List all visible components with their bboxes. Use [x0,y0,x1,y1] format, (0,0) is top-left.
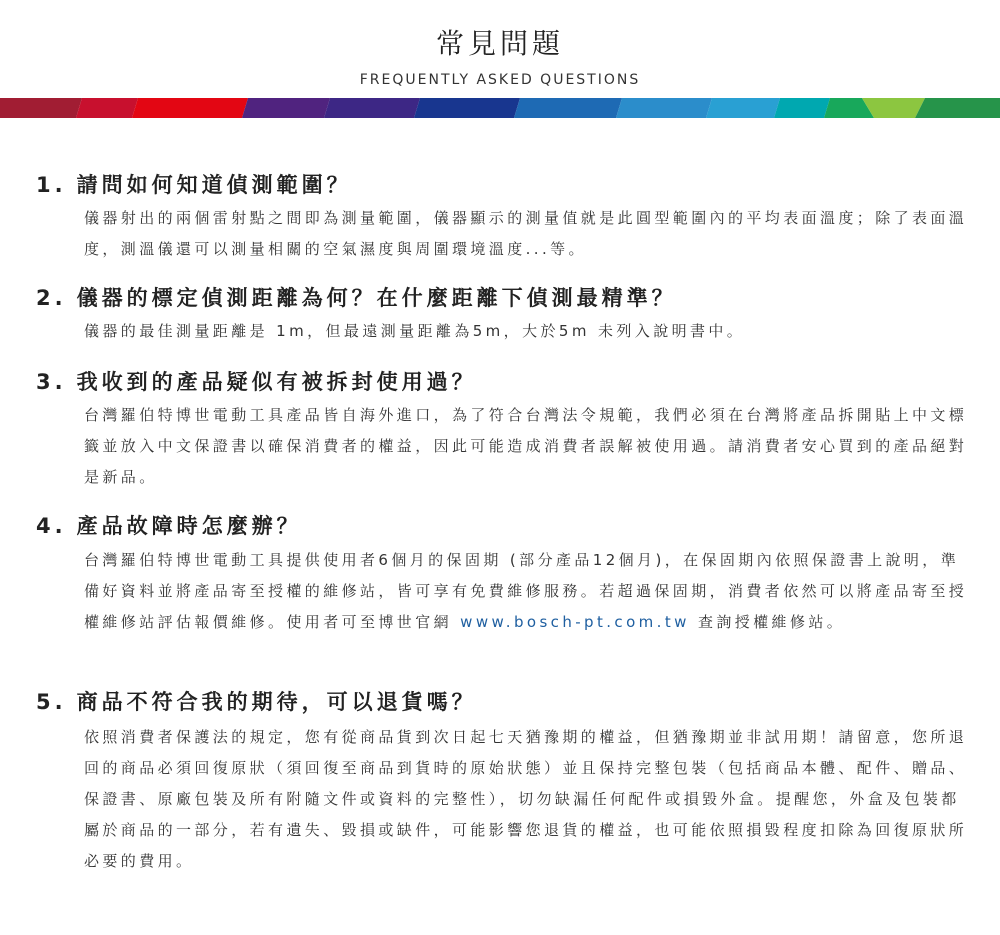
color-band-2 [76,98,138,118]
faq-number: 1. [36,173,67,197]
color-band-10 [774,98,830,118]
faq-question-text: 產品故障時怎麼辦？ [76,514,302,538]
brand-color-bar [0,98,1000,118]
faq-answer-3: 台灣羅伯特博世電動工具產品皆自海外進口，為了符合台灣法令規範，我們必須在台灣將產品拆開貼上中文標籤並放入中文保證書以確保消費者的權益，因此可能造成消費者誤解被使用過。請消費者安心買到的產品絕對是新品。 [84,406,968,486]
faq-answer-1: 儀器射出的兩個雷射點之間即為測量範圍，儀器顯示的測量值就是此圓型範圍內的平均表面溫度；除了表面溫度，測溫儀還可以測量相關的空氣濕度與周圍環境溫度...等。 [84,209,968,258]
faq-question-text: 我收到的產品疑似有被拆封使用過？ [76,370,477,394]
bosch-website-link[interactable]: www.bosch-pt.com.tw [460,613,690,631]
color-band-8 [616,98,712,118]
page-title: 常見問題 [435,27,564,60]
color-band-3 [132,98,248,118]
faq-number: 4. [36,514,67,538]
faq-number: 2. [36,286,67,310]
faq-answer-2: 儀器的最佳測量距離是 1m，但最遠測量距離為5m，大於5m 未列入說明書中。 [84,322,746,340]
color-band-9 [706,98,780,118]
color-band-7 [514,98,622,118]
faq-question-text: 請問如何知道偵測範圍？ [76,173,352,197]
page-subtitle: FREQUENTLY ASKED QUESTIONS [359,72,641,88]
color-band-13 [915,98,1000,118]
color-band-5 [324,98,420,118]
faq-answer-text: 查詢授權維修站。 [689,613,846,631]
faq-question-5 [36,688,477,716]
faq-number: 3. [36,370,67,394]
faq-question-3 [36,368,477,396]
color-band-1 [0,98,82,118]
faq-answer-text: 台灣羅伯特博世電動工具提供使用者6個月的保固期 (部分產品12個月)，在保固期內依照保證書上說明，準備好資料並將產品寄至授權的維修站，皆可享有免費維修服務。若超過保固期，消費者依然可以將產品寄至授權維修站評估報價維修。使用者可至博世官網 [84,551,968,631]
faq-answer-4 [84,545,974,638]
color-band-4 [242,98,330,118]
faq-question-text: 商品不符合我的期待，可以退貨嗎？ [76,690,477,714]
faq-question-text: 儀器的標定偵測距離為何？在什麼距離下偵測最精準？ [76,286,677,310]
faq-question-1 [36,171,352,199]
faq-question-4 [36,512,302,540]
faq-number: 5. [36,690,67,714]
faq-question-2 [36,284,677,312]
color-band-6 [414,98,520,118]
faq-answer-5: 依照消費者保護法的規定，您有從商品貨到次日起七天猶豫期的權益，但猶豫期並非試用期！請留意，您所退回的商品必須回復原狀（須回復至商品到貨時的原始狀態）並且保持完整包裝（包括商品本體、配件、贈品、保證書、原廠包裝及所有附隨文件或資料的完整性），切勿缺漏任何配件或損毀外盒。提醒您，外盒及包裝都屬於商品的一部分，若有遺失、毀損或缺件，可能影響您退貨的權益，也可能依照損毀程度扣除為回復原狀所必要的費用。 [84,728,968,870]
